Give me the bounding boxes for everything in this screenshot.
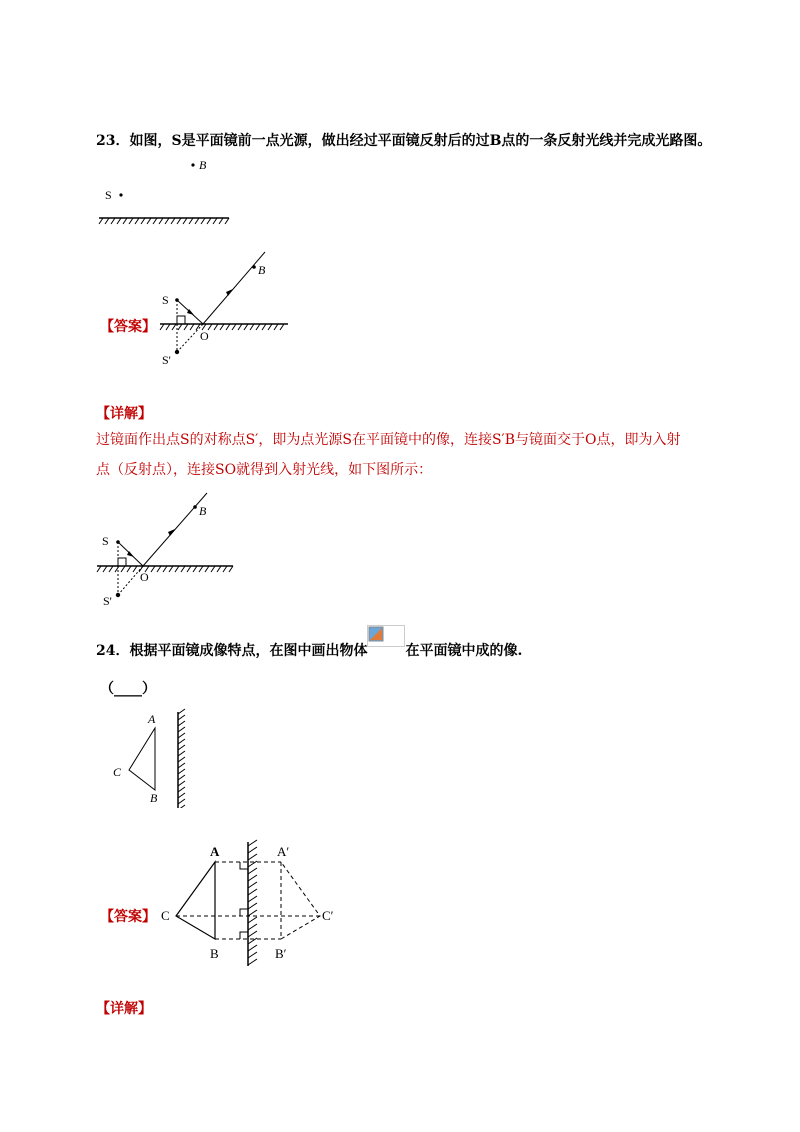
ans24-right-angle-b bbox=[240, 932, 248, 939]
detail-tag-23: 【详解】 bbox=[96, 406, 152, 422]
ans24-label-c: C bbox=[161, 908, 170, 923]
detail23-label-o: O bbox=[140, 570, 149, 584]
ans23-point-b bbox=[252, 265, 256, 269]
q24-body-after: 在平面镜中成的像. bbox=[405, 643, 523, 659]
q24-body-before: 根据平面镜成像特点，在图中画出物体 bbox=[129, 643, 368, 659]
detail23-reflected-arrow bbox=[168, 529, 175, 536]
q23-point-s bbox=[119, 193, 122, 196]
q23-point-b bbox=[191, 163, 194, 166]
detail23-mirror-hatch bbox=[97, 566, 233, 572]
detail-tag-24: 【详解】 bbox=[96, 1001, 152, 1017]
ans24-label-b: B bbox=[210, 946, 219, 961]
detail23-point-s-prime bbox=[116, 593, 120, 597]
q23-figure bbox=[95, 150, 235, 230]
ans24-label-b-prime: B′ bbox=[275, 946, 287, 961]
ans23-reflected-ray bbox=[203, 252, 265, 324]
ans24-right-angle-c bbox=[240, 909, 248, 916]
ans23-label-s-prime: S' bbox=[162, 353, 171, 367]
q23-mirror-hatch bbox=[99, 218, 229, 224]
ans23-point-s-prime bbox=[175, 350, 179, 354]
q23-label-b: B bbox=[199, 158, 207, 172]
q23-text bbox=[96, 130, 711, 150]
q24-label-a: A bbox=[148, 712, 156, 726]
q24-number: 24． bbox=[96, 643, 130, 659]
detail23-line1: 过镜面作出点S的对称点S′，即为点光源S在平面镜中的像，连接S′B与镜面交于O点，即为入射 bbox=[96, 432, 681, 448]
detail23-label-s-prime: S' bbox=[103, 594, 112, 608]
q24-text bbox=[96, 640, 522, 661]
detail23-label-s: S bbox=[102, 534, 109, 548]
q24-label-b: B bbox=[150, 791, 158, 805]
detail23-point-b bbox=[193, 505, 197, 509]
detail23-line2: 点（反射点），连接SO就得到入射光线，如下图所示： bbox=[96, 462, 433, 478]
ans23-label-o: O bbox=[200, 329, 209, 343]
answer-tag-23: 【答案】 bbox=[100, 319, 156, 335]
detail23-label-b: B bbox=[199, 504, 207, 518]
ans24-figure bbox=[160, 838, 350, 970]
ans24-object-triangle bbox=[176, 862, 215, 939]
detail23-figure bbox=[95, 488, 240, 608]
ans23-mirror-hatch bbox=[160, 324, 284, 330]
ans24-label-c-prime: C′ bbox=[322, 908, 334, 923]
answer-tag-24: 【答案】 bbox=[100, 909, 156, 925]
q24-mirror-hatch bbox=[178, 709, 185, 808]
ans23-label-b: B bbox=[258, 263, 266, 277]
ans23-reflected-arrow bbox=[226, 289, 233, 296]
q24-label-c: C bbox=[113, 765, 122, 779]
q24-figure bbox=[105, 708, 200, 808]
detail23-text bbox=[96, 425, 716, 485]
ans24-right-angle-a bbox=[240, 862, 248, 869]
detail23-right-angle bbox=[118, 558, 126, 566]
ans23-right-angle bbox=[177, 316, 185, 324]
detail23-point-s bbox=[116, 540, 120, 544]
ans24-mirror-hatch bbox=[248, 840, 257, 965]
ans24-label-a-prime: A′ bbox=[277, 844, 290, 859]
object-thumbnail-icon bbox=[367, 625, 405, 649]
ans23-figure bbox=[158, 245, 293, 370]
detail23-reflected-ray bbox=[143, 493, 207, 566]
q24-triangle bbox=[129, 728, 155, 790]
q24-object-image bbox=[367, 641, 405, 661]
ans23-label-s: S bbox=[162, 293, 169, 307]
q23-label-s: S bbox=[105, 188, 112, 202]
q24-answer-blank[interactable]: （____） bbox=[100, 681, 156, 697]
ans24-label-a: A bbox=[210, 844, 220, 859]
ans23-point-s bbox=[175, 298, 179, 302]
q23-body: 如图，S是平面镜前一点光源，做出经过平面镜反射后的过B点的一条反射光线并完成光路图。 bbox=[129, 133, 712, 149]
ans24-image-triangle bbox=[281, 862, 320, 939]
q23-number: 23． bbox=[96, 133, 130, 149]
